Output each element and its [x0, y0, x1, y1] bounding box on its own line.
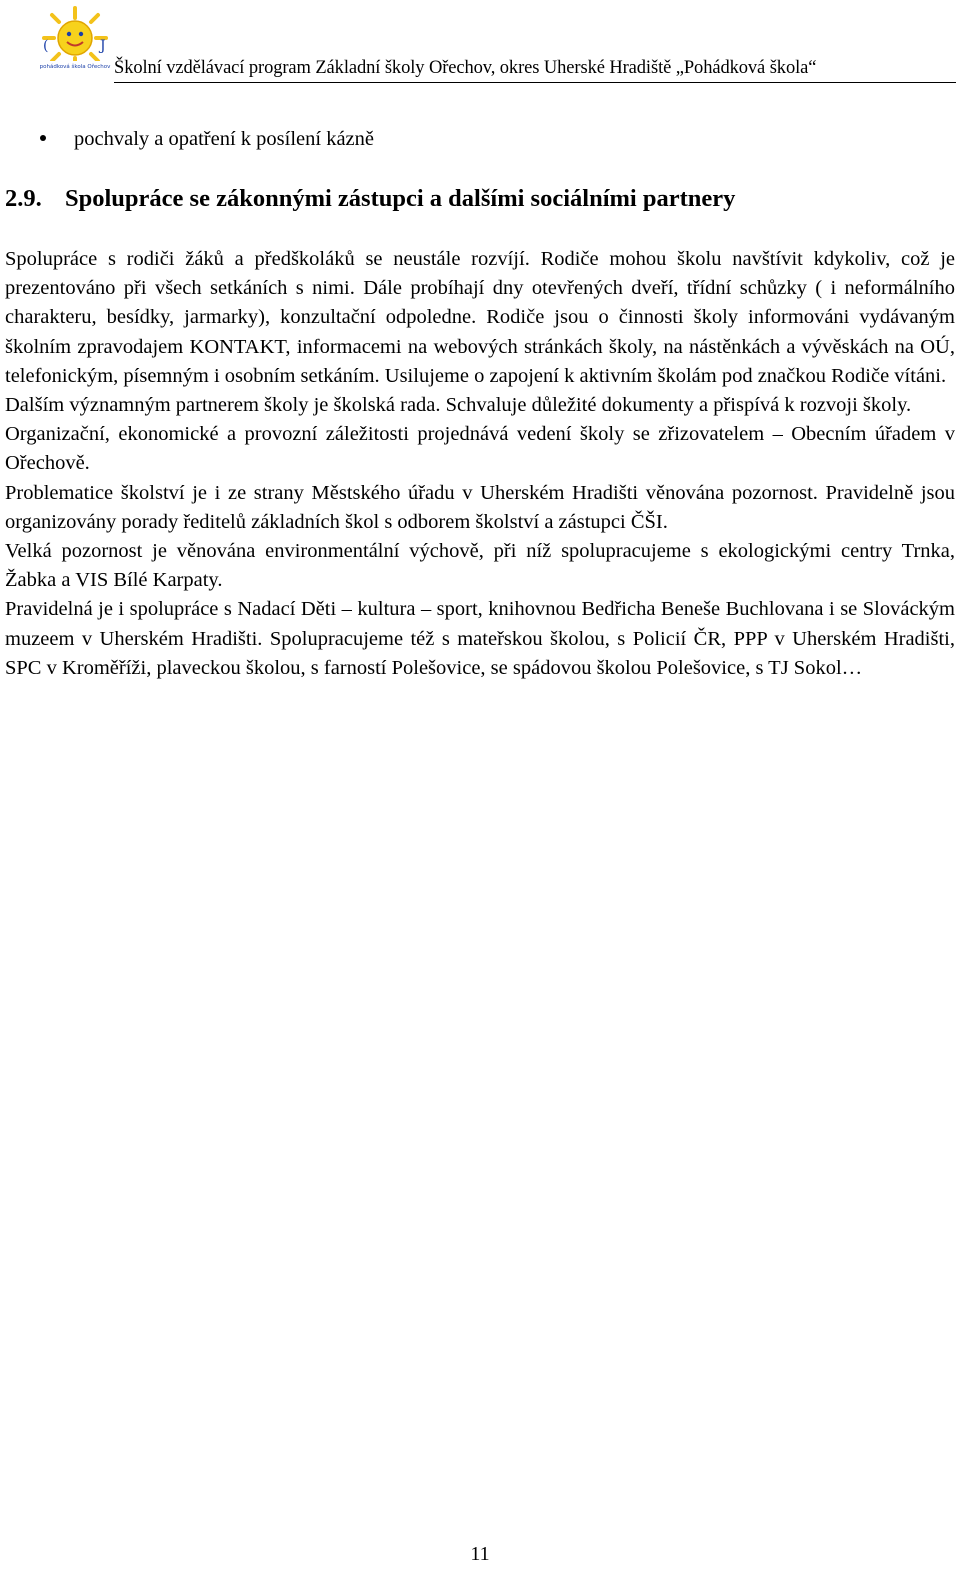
header-divider — [114, 82, 956, 83]
section-title: Spolupráce se zákonnými zástupci a dalšími sociálními partnery — [65, 185, 736, 212]
body-text — [5, 245, 955, 683]
sun-logo-icon — [36, 6, 114, 72]
list-item-text: pochvaly a opatření k posílení kázně — [74, 128, 374, 150]
page-header — [36, 6, 926, 76]
paragraph-founder: Organizační, ekonomické a provozní záležitosti projednává vedení školy se zřizovatelem – Obecním úřadem v Ořechově. — [5, 423, 955, 475]
paragraph-environmental: Velká pozornost je věnována environmentální výchově, při níž spolupracujeme s ekologickými centry Trnka, Žabka a VIS Bílé Karpaty. — [5, 540, 955, 592]
paragraph-municipal-office: Problematice školství je i ze strany Městského úřadu v Uherském Hradišti věnována pozornost. Pravidelně jsou organizovány porady ředitelů základních škol s odborem školství a zástupci ČŠI. — [5, 481, 955, 533]
list-item — [40, 128, 374, 151]
paragraph-parents: Spolupráce s rodiči žáků a předškoláků se neustále rozvíjí. Rodiče mohou školu navštívit kdykoliv, což je prezentováno při všech setkáních s nimi. Dále probíhají dny otevřených dveří, třídní schůzky ( i neformálního charakteru, besídky, jarmarky), konzultační odpoledne. Rodiče jsou o činnosti školy informováni vydávaným školním zpravodajem KONTAKT, informacemi na webových stránkách školy, na nástěnkách a vývěskách na OÚ, telefonickým, písemným i osobním setkáním. Usilujeme o zapojení k aktivním školám pod značkou Rodiče vítáni. — [5, 248, 955, 387]
logo-caption: pohádková škola Ořechov — [39, 64, 111, 70]
bullet-icon — [40, 135, 46, 141]
paragraph-partners: Pravidelná je i spolupráce s Nadací Děti – kultura – sport, knihovnou Bedřicha Beneše Buchlovana i se Slováckým muzeem v Uherském Hradišti. Spolupracujeme též s mateřskou školou, s Policií ČR, PPP v Uherském Hradišti, SPC v Kroměříži, plaveckou školou, s farností Polešovice, se spádovou školou Polešovice, s TJ Sokol… — [5, 598, 955, 679]
paragraph-school-council: Dalším významným partnerem školy je školská rada. Schvaluje důležité dokumenty a přispívá k rozvoji školy. — [5, 394, 912, 417]
page-number: 11 — [470, 1543, 490, 1565]
svg-text:J: J — [100, 38, 106, 54]
svg-text:(: ( — [43, 38, 49, 54]
section-number: 2.9. — [5, 185, 42, 212]
header-title: Školní vzdělávací program Základní školy Ořechov, okres Uherské Hradiště „Pohádková škola“ — [114, 58, 817, 78]
section-heading — [5, 185, 735, 213]
